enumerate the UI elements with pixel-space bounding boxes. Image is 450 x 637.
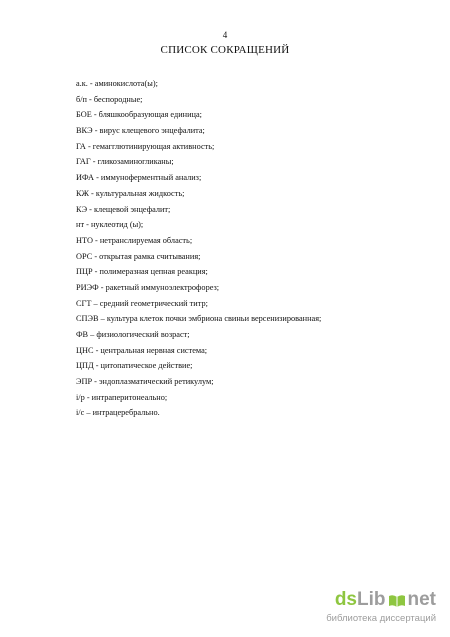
abbreviation-item: БОЕ - бляшкообразующая единица; <box>76 110 202 120</box>
dslib-watermark[interactable] <box>326 589 436 629</box>
abbreviation-item: ГА - гемагглютинирующая активность; <box>76 141 215 151</box>
abbreviation-item: СПЭВ – культура клеток почки эмбриона свиньи версенизированная; <box>76 314 322 324</box>
abbreviation-item: нт - нуклеотид (ы); <box>76 220 144 230</box>
abbreviation-item: ГАГ - гликозаминогликаны; <box>76 157 174 167</box>
logo-net-text: net <box>407 589 436 610</box>
abbreviation-item: ЦПД - цитопатическое действие; <box>76 361 193 371</box>
abbreviation-list <box>76 76 436 421</box>
abbreviation-item: ЭПР - эндоплазматический ретикулум; <box>76 377 214 387</box>
abbreviation-item: ВКЭ - вирус клещевого энцефалита; <box>76 126 205 136</box>
abbreviation-item: КЖ - культуральная жидкость; <box>76 188 185 198</box>
abbreviation-item: ОРС - открытая рамка считывания; <box>76 251 201 261</box>
abbreviation-item: ПЦР - полимеразная цепная реакция; <box>76 267 208 277</box>
abbreviation-item: КЭ - клещевой энцефалит; <box>76 204 171 214</box>
dslib-logo <box>335 589 436 611</box>
abbreviation-item: ФВ – физиологический возраст; <box>76 330 190 339</box>
abbreviation-item: а.к. - аминокислота(ы); <box>76 79 158 88</box>
abbreviation-item: б/п - беспородные; <box>76 94 143 104</box>
abbreviation-item: ЦНС - центральная нервная система; <box>76 345 208 355</box>
abbreviation-item: ИФА - иммуноферментный анализ; <box>76 173 202 183</box>
abbreviation-item: i/p - интраперитонеально; <box>76 392 168 402</box>
abbreviation-item: i/c – интрацеребрально. <box>76 408 160 418</box>
abbreviation-item: СГТ – средний геометрический титр; <box>76 298 208 308</box>
page-number: 4 <box>222 30 228 40</box>
page-title: СПИСОК СОКРАЩЕНИЙ <box>160 44 290 56</box>
open-book-icon <box>387 592 407 608</box>
logo-ds-text: ds <box>334 589 357 610</box>
watermark-subtitle: библиотека диссертаций <box>326 613 436 624</box>
abbreviation-item: НТО - нетранслируемая область; <box>76 235 193 245</box>
abbreviation-item: РИЭФ - ракетный иммуноэлектрофорез; <box>76 282 220 292</box>
logo-lib-text: Lib <box>357 589 386 610</box>
